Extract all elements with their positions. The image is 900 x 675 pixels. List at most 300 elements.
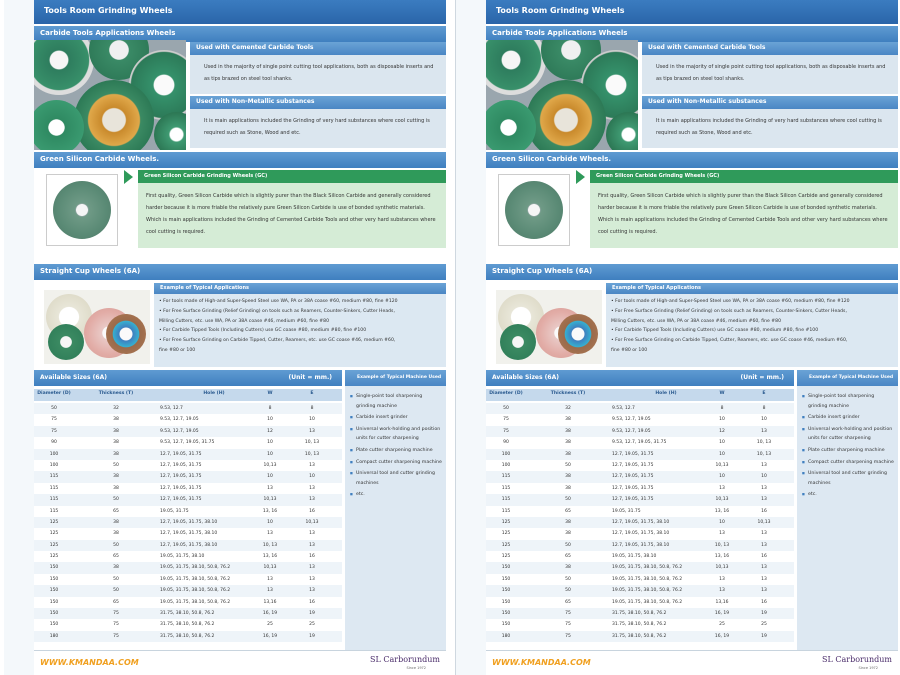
typical-item: fine #80 or 100 <box>159 347 196 353</box>
typical-item: • For Carbide Tipped Tools (Including Cutters) use GC coase #80, medium #80, fine #100 <box>611 328 819 334</box>
cell-thickness: 75 <box>565 633 571 639</box>
cell-e: 13 <box>309 531 315 537</box>
table-row <box>34 506 342 517</box>
typical-item: • For Free Surface Grinding (Relief Grinding) on tools such as Reamers, Counter-Sinkers, Cutter Heads, <box>611 308 847 314</box>
cell-e: 25 <box>309 622 315 628</box>
table-row <box>486 585 794 596</box>
cell-hole: 31.75, 38.10, 50.8, 76.2 <box>160 622 215 628</box>
table-row <box>34 449 342 460</box>
cell-e: 10, 13 <box>756 451 772 457</box>
cell-e: 13 <box>761 497 767 503</box>
cell-thickness: 38 <box>113 417 119 423</box>
cell-w: 16, 19 <box>262 633 278 639</box>
pointer-arrow-icon <box>576 170 585 184</box>
cell-thickness: 75 <box>565 622 571 628</box>
cell-w: 10 <box>267 440 273 446</box>
machine-item: ■ Single-point tool sharpening grinding machine <box>351 392 442 411</box>
sizes-table-body <box>486 403 794 642</box>
machine-item: ■ Plate cutter sharpening machine <box>351 446 442 456</box>
green-wheel-photo <box>46 174 118 246</box>
cell-w: 13 <box>719 588 725 594</box>
cemented-carbide-panel <box>190 42 446 94</box>
website-link[interactable]: WWW.KMANDAA.COM <box>40 658 139 667</box>
cell-thickness: 38 <box>113 485 119 491</box>
page-margin <box>4 0 34 675</box>
col-e: E <box>762 391 766 396</box>
cell-hole: 19.05, 31.75, 38.10, 50.8, 76.2 <box>612 565 683 571</box>
cell-hole: 12.7, 19.05, 31.75 <box>160 462 202 468</box>
cell-diameter: 100 <box>501 451 511 457</box>
brochure-page-right <box>455 0 898 675</box>
cell-hole: 12.7, 19.05, 31.75 <box>612 497 654 503</box>
cell-e: 19 <box>309 611 315 617</box>
cell-hole: 19.05, 31.75, 38.10, 50.8, 76.2 <box>160 565 231 571</box>
machine-header <box>345 370 446 386</box>
col-diameter: Diameter (D) <box>37 391 71 396</box>
cell-diameter: 125 <box>49 531 59 537</box>
carbide-wheels-photo <box>486 40 638 150</box>
cell-w: 10 <box>719 474 725 480</box>
cell-thickness: 38 <box>565 451 571 457</box>
page-title: Tools Room Grinding Wheels <box>44 6 173 15</box>
table-row <box>486 597 794 608</box>
col-hole: Hole (H) <box>203 391 225 396</box>
cell-e: 16 <box>761 599 767 605</box>
cell-thickness: 38 <box>113 440 119 446</box>
cell-diameter: 150 <box>49 565 59 571</box>
typical-item: • For Free Surface Grinding on Carbide Tipped, Cutter, Reamers, etc. use GC coase #46, medium #60, <box>611 338 848 344</box>
cell-w: 25 <box>267 622 273 628</box>
cell-hole: 9.53, 12.7 <box>612 406 635 411</box>
panel-heading: Used with Non-Metallic substances <box>648 98 767 105</box>
table-row <box>34 437 342 448</box>
typical-applications-panel <box>606 283 898 367</box>
cell-hole: 12.7, 19.05, 31.75 <box>160 485 202 491</box>
machine-item: ■ Plate cutter sharpening machine <box>803 446 894 456</box>
cell-e: 8 <box>762 406 766 411</box>
panel-header <box>190 96 446 109</box>
cell-hole: 12.7, 19.05, 31.75, 38.10 <box>160 531 218 537</box>
typical-list <box>606 294 898 356</box>
cell-w: 16, 19 <box>714 611 730 617</box>
cell-thickness: 50 <box>113 588 119 594</box>
machine-panel <box>345 370 446 650</box>
table-row <box>486 414 794 425</box>
cell-diameter: 75 <box>503 417 509 423</box>
pointer-arrow-icon <box>124 170 133 184</box>
cell-e: 13 <box>761 576 767 582</box>
cell-w: 13,16 <box>715 599 729 605</box>
panel-text: It is main applications included the Grinding of very hard substances where cool cutting is required such as Stone, Wood and etc. <box>204 118 430 136</box>
cell-diameter: 150 <box>501 565 511 571</box>
cell-e: 10 <box>761 417 767 423</box>
cell-e: 13 <box>309 485 315 491</box>
table-row <box>486 562 794 573</box>
cell-w: 13 <box>267 576 273 582</box>
cell-thickness: 38 <box>565 485 571 491</box>
cell-thickness: 38 <box>565 474 571 480</box>
col-w: W <box>719 391 725 396</box>
table-row <box>34 574 342 585</box>
cell-diameter: 100 <box>49 462 59 468</box>
cell-hole: 12.7, 19.05, 31.75 <box>612 485 654 491</box>
cell-thickness: 65 <box>113 508 119 514</box>
machine-heading: Example of Typical Machine Used <box>357 375 442 380</box>
cell-e: 19 <box>761 611 767 617</box>
section-title: Straight Cup Wheels (6A) <box>492 267 593 275</box>
cell-thickness: 38 <box>565 531 571 537</box>
cell-w: 10,13 <box>263 565 277 571</box>
partner-logo: SL Carborundum <box>370 655 440 664</box>
cell-hole: 12.7, 19.05, 31.75, 38.10 <box>612 519 670 525</box>
machine-item: ■ Compact cutter sharpening machine <box>803 458 894 468</box>
cell-w: 10, 13 <box>262 542 278 548</box>
cell-w: 13, 16 <box>262 508 278 514</box>
cell-diameter: 75 <box>51 428 57 434</box>
cell-thickness: 38 <box>565 428 571 434</box>
page-title: Tools Room Grinding Wheels <box>496 6 625 15</box>
cell-e: 8 <box>310 406 314 411</box>
cell-thickness: 32 <box>565 406 571 411</box>
cell-e: 13 <box>309 588 315 594</box>
available-sizes-header <box>486 370 794 386</box>
machine-item: ■ Carbide insert grinder <box>803 413 894 423</box>
cell-thickness: 65 <box>565 599 571 605</box>
cell-hole: 12.7, 19.05, 31.75, 38.10 <box>612 542 670 548</box>
cell-thickness: 38 <box>565 440 571 446</box>
typical-heading: Example of Typical Applications <box>160 285 250 291</box>
cell-thickness: 32 <box>113 406 119 411</box>
cell-diameter: 100 <box>501 462 511 468</box>
cell-e: 13 <box>309 565 315 571</box>
cell-diameter: 125 <box>501 531 511 537</box>
cell-thickness: 38 <box>113 531 119 537</box>
page-margin <box>456 0 486 675</box>
panel-text: Used in the majority of single point cutting tool applications, both as disposable inserts and as tips brazed on steel tool shanks. <box>204 64 434 82</box>
cell-e: 10 <box>309 474 315 480</box>
cell-w: 13 <box>719 485 725 491</box>
cell-hole: 19.05, 31.75, 38.10, 50.8, 76.2 <box>160 576 231 582</box>
col-e: E <box>310 391 314 396</box>
machine-item: ■ Universal work-holding and position units for cutter sharpening <box>803 425 894 444</box>
table-row <box>486 471 794 482</box>
page-title-bar <box>486 0 898 24</box>
cell-w: 13 <box>719 576 725 582</box>
cell-hole: 9.53, 12.7 <box>160 406 183 411</box>
table-row <box>34 483 342 494</box>
cell-thickness: 38 <box>113 519 119 525</box>
cell-hole: 19.05, 31.75, 38.10 <box>160 554 205 560</box>
cell-w: 10,13 <box>715 462 729 468</box>
cell-e: 16 <box>309 508 315 514</box>
cell-thickness: 65 <box>113 599 119 605</box>
cell-w: 10,13 <box>715 497 729 503</box>
cell-hole: 19.05, 31.75, 38.10, 50.8, 76.2 <box>160 599 231 605</box>
cell-diameter: 150 <box>501 588 511 594</box>
cell-diameter: 115 <box>501 508 511 514</box>
cell-thickness: 75 <box>565 611 571 617</box>
cell-e: 16 <box>309 554 315 560</box>
cell-thickness: 38 <box>565 417 571 423</box>
cell-hole: 9.53, 12.7, 19.05, 31.75 <box>160 440 215 446</box>
cell-diameter: 115 <box>49 485 59 491</box>
section-header-cup <box>34 264 446 280</box>
cell-diameter: 150 <box>49 622 59 628</box>
table-header <box>34 389 342 401</box>
cell-hole: 19.05, 31.75, 38.10, 50.8, 76.2 <box>612 599 683 605</box>
cell-diameter: 50 <box>51 406 57 411</box>
cell-hole: 12.7, 19.05, 31.75, 38.10 <box>160 519 218 525</box>
cell-e: 13 <box>761 565 767 571</box>
cup-wheels-photo <box>496 290 602 364</box>
table-row <box>34 562 342 573</box>
cell-w: 12 <box>719 428 725 434</box>
panel-heading: Used with Non-Metallic substances <box>196 98 315 105</box>
cell-diameter: 150 <box>49 576 59 582</box>
col-diameter: Diameter (D) <box>489 391 523 396</box>
cell-thickness: 50 <box>565 542 571 548</box>
cell-e: 13 <box>309 462 315 468</box>
section-header-cup <box>486 264 898 280</box>
cell-e: 13 <box>761 485 767 491</box>
cell-thickness: 75 <box>113 622 119 628</box>
table-row <box>486 494 794 505</box>
cell-e: 13 <box>309 428 315 434</box>
cell-hole: 12.7, 19.05, 31.75 <box>612 474 654 480</box>
cell-e: 13 <box>761 542 767 548</box>
cell-w: 10 <box>267 474 273 480</box>
cell-e: 10, 13 <box>756 440 772 446</box>
cemented-carbide-panel <box>642 42 898 94</box>
cell-hole: 31.75, 38.10, 50.8, 76.2 <box>160 611 215 617</box>
machine-item: ■ Single-point tool sharpening grinding machine <box>803 392 894 411</box>
machine-list <box>345 386 446 500</box>
machine-heading: Example of Typical Machine Used <box>809 375 894 380</box>
table-row <box>34 414 342 425</box>
table-row <box>34 551 342 562</box>
gc-heading: Green Silicon Carbide Grinding Wheels (GC) <box>596 173 720 179</box>
brochure-page-left <box>4 0 446 675</box>
cell-e: 16 <box>309 599 315 605</box>
cell-thickness: 65 <box>565 508 571 514</box>
cell-w: 10 <box>719 451 725 457</box>
table-header <box>486 389 794 401</box>
machine-item: ■ etc. <box>803 490 894 500</box>
cell-diameter: 125 <box>501 554 511 560</box>
typical-header <box>606 283 898 294</box>
cell-diameter: 90 <box>51 440 57 446</box>
machine-item: ■ Compact cutter sharpening machine <box>351 458 442 468</box>
website-link[interactable]: WWW.KMANDAA.COM <box>492 658 591 667</box>
cell-diameter: 125 <box>49 519 59 525</box>
section-title: Green Silicon Carbide Wheels. <box>40 155 160 163</box>
cell-diameter: 90 <box>503 440 509 446</box>
typical-item: • For Carbide Tipped Tools (Including Cutters) use GC coase #80, medium #80, fine #100 <box>159 328 367 334</box>
cell-hole: 31.75, 38.10, 50.8, 76.2 <box>612 622 667 628</box>
cell-diameter: 150 <box>501 599 511 605</box>
table-row <box>34 540 342 551</box>
table-row <box>486 460 794 471</box>
col-thickness: Thickness (T) <box>550 391 586 396</box>
cell-hole: 12.7, 19.05, 31.75, 38.10 <box>612 531 670 537</box>
machine-list <box>797 386 898 500</box>
sizes-table-body <box>34 403 342 642</box>
cell-thickness: 75 <box>113 633 119 639</box>
cup-wheels-photo <box>44 290 150 364</box>
cell-w: 25 <box>719 622 725 628</box>
machine-item: ■ etc. <box>351 490 442 500</box>
unit-label: (Unit = mm.) <box>288 374 332 381</box>
partner-since: Since 1972 <box>406 666 426 670</box>
table-row <box>34 619 342 630</box>
cell-diameter: 115 <box>501 474 511 480</box>
typical-item: • For Free Surface Grinding on Carbide Tipped, Cutter, Reamers, etc. use GC coase #46, medium #60, <box>159 338 396 344</box>
cell-hole: 12.7, 19.05, 31.75 <box>160 474 202 480</box>
section-title: Carbide Tools Applications Wheels <box>492 29 628 37</box>
cell-w: 10 <box>719 440 725 446</box>
cell-w: 16, 19 <box>714 633 730 639</box>
typical-header <box>154 283 446 294</box>
cell-w: 10 <box>719 519 725 525</box>
cell-w: 10 <box>267 417 273 423</box>
unit-label: (Unit = mm.) <box>740 374 784 381</box>
gc-heading: Green Silicon Carbide Grinding Wheels (GC) <box>144 173 268 179</box>
gc-text: First quality, Green Silicon Carbide which is slightly purer than the Black Silicon Carbide and generally considered harder because it is more friable the relatively pure Green Silicon Carbide is use of bonded synthetic materials. Which is main applications included the Grinding of Cemented Carbide Tools and other very hard substances where cool cutting is required. <box>598 193 888 235</box>
cell-diameter: 75 <box>51 417 57 423</box>
cell-e: 13 <box>761 588 767 594</box>
gc-header <box>138 170 446 183</box>
cell-e: 25 <box>761 622 767 628</box>
cell-hole: 19.05, 31.75, 38.10, 50.8, 76.2 <box>160 588 231 594</box>
col-w: W <box>267 391 273 396</box>
cell-thickness: 38 <box>113 474 119 480</box>
typical-item: Milling Cutters, etc. use WA, PA or 38A coase #46, medium #60, fine #80 <box>159 318 329 324</box>
cell-w: 13, 16 <box>262 554 278 560</box>
cell-e: 13 <box>761 428 767 434</box>
section-header-green <box>486 152 898 168</box>
section-title: Green Silicon Carbide Wheels. <box>492 155 612 163</box>
cell-e: 10 <box>309 417 315 423</box>
machine-header <box>797 370 898 386</box>
cell-hole: 9.53, 12.7, 19.05 <box>160 428 199 434</box>
panel-heading: Used with Cemented Carbide Tools <box>196 44 314 51</box>
cell-w: 10,13 <box>263 497 277 503</box>
cell-diameter: 150 <box>501 622 511 628</box>
cell-diameter: 115 <box>49 474 59 480</box>
cell-e: 10, 13 <box>304 451 320 457</box>
machine-item: ■ Universal tool and cutter grinding machines <box>351 469 442 488</box>
typical-applications-panel <box>154 283 446 367</box>
table-row <box>486 619 794 630</box>
partner-logo: SL Carborundum <box>822 655 892 664</box>
page-footer <box>486 650 898 675</box>
panel-header <box>190 42 446 55</box>
cell-thickness: 38 <box>113 428 119 434</box>
cell-diameter: 115 <box>49 508 59 514</box>
cell-hole: 12.7, 19.05, 31.75 <box>160 497 202 503</box>
table-row <box>34 585 342 596</box>
available-sizes-title: Available Sizes (6A) <box>40 374 107 381</box>
cell-e: 10 <box>761 474 767 480</box>
cell-diameter: 180 <box>501 633 511 639</box>
cell-hole: 12.7, 19.05, 31.75 <box>612 451 654 457</box>
cell-hole: 19.05, 31.75, 38.10, 50.8, 76.2 <box>612 588 683 594</box>
gc-header <box>590 170 898 183</box>
table-row <box>486 483 794 494</box>
available-sizes-title: Available Sizes (6A) <box>492 374 559 381</box>
cell-w: 13, 16 <box>714 554 730 560</box>
cell-w: 10 <box>719 417 725 423</box>
cell-thickness: 50 <box>565 497 571 503</box>
cell-hole: 19.05, 31.75, 38.10 <box>612 554 657 560</box>
table-row <box>34 403 342 414</box>
table-row <box>34 517 342 528</box>
cell-w: 13, 16 <box>714 508 730 514</box>
cell-thickness: 38 <box>113 451 119 457</box>
cell-hole: 19.05, 31.75 <box>160 508 189 514</box>
cell-w: 8 <box>268 406 272 411</box>
cell-e: 10,13 <box>757 519 771 525</box>
panel-text: It is main applications included the Grinding of very hard substances where cool cutting is required such as Stone, Wood and etc. <box>656 118 882 136</box>
cell-diameter: 150 <box>49 588 59 594</box>
cell-hole: 12.7, 19.05, 31.75 <box>160 451 202 457</box>
col-thickness: Thickness (T) <box>98 391 134 396</box>
cell-w: 8 <box>720 406 724 411</box>
col-hole: Hole (H) <box>655 391 677 396</box>
cell-thickness: 38 <box>565 565 571 571</box>
cell-diameter: 125 <box>49 542 59 548</box>
cell-hole: 9.53, 12.7, 19.05 <box>160 417 199 423</box>
cell-w: 10 <box>267 451 273 457</box>
table-row <box>34 460 342 471</box>
cell-e: 13 <box>761 531 767 537</box>
cell-e: 13 <box>309 542 315 548</box>
gc-panel <box>590 170 898 248</box>
section-title: Carbide Tools Applications Wheels <box>40 29 176 37</box>
machine-item: ■ Universal tool and cutter grinding machines <box>803 469 894 488</box>
typical-item: • For tools made of High-and Super-Speed Steel use WA, PA or 38A coase #60, medium #80, fine #120 <box>159 299 398 304</box>
cell-diameter: 125 <box>501 542 511 548</box>
cell-thickness: 38 <box>565 519 571 525</box>
cell-hole: 19.05, 31.75, 38.10, 50.8, 76.2 <box>612 576 683 582</box>
cell-e: 13 <box>761 462 767 468</box>
cell-diameter: 150 <box>501 576 511 582</box>
cell-diameter: 125 <box>501 519 511 525</box>
table-row <box>486 631 794 642</box>
section-title: Straight Cup Wheels (6A) <box>40 267 141 275</box>
table-row <box>486 403 794 414</box>
cell-thickness: 65 <box>565 554 571 560</box>
table-row <box>34 631 342 642</box>
cell-w: 13 <box>267 485 273 491</box>
cell-hole: 12.7, 19.05, 31.75, 38.10 <box>160 542 218 548</box>
cell-thickness: 50 <box>565 588 571 594</box>
cell-w: 10,13 <box>263 462 277 468</box>
table-row <box>486 437 794 448</box>
cell-diameter: 180 <box>49 633 59 639</box>
green-wheel-photo <box>498 174 570 246</box>
cell-hole: 9.53, 12.7, 19.05 <box>612 428 651 434</box>
cell-w: 10 <box>267 519 273 525</box>
typical-item: • For tools made of High-and Super-Speed Steel use WA, PA or 38A coase #60, medium #80, fine #120 <box>611 299 850 304</box>
cell-e: 10,13 <box>305 519 319 525</box>
table-row <box>486 551 794 562</box>
cell-diameter: 150 <box>501 611 511 617</box>
cell-w: 13,16 <box>263 599 277 605</box>
cell-diameter: 150 <box>49 599 59 605</box>
table-row <box>34 597 342 608</box>
gc-panel <box>138 170 446 248</box>
